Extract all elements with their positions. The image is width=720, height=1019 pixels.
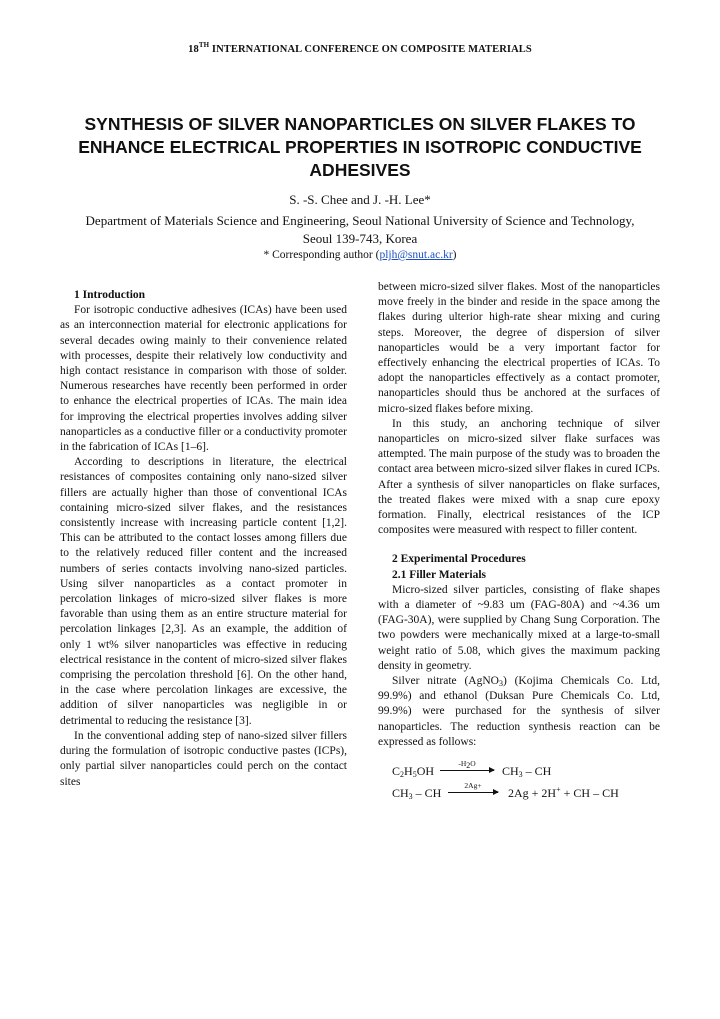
- corresponding-suffix: ): [452, 249, 457, 261]
- equation-2-reactant: $CH_3$ – CH: [392, 786, 442, 802]
- equation-2: [378, 782, 660, 804]
- left-column: [60, 288, 347, 790]
- paragraph-silver-nitrate: Silver nitrate (AgNO$_3$) (Kojima Chemicals Co. Ltd, 99.9%) and ethanol (Duksan Pure Chemicals Co. Ltd, 99.9%) were purchased for the synthesis of silver nanoparticles. The reduction synthesis reaction can be expressed as follows:: [378, 675, 660, 748]
- paragraph: Micro-sized silver particles, consisting of flake shapes with a diameter of ~9.83 um (FAG-80A) and ~4.36 um (FAG-30A), were supplied by Chang Sung Corporation. The two powders were mechanically mixed at a large-to-small weight ratio of 5.08, which gives the maximum packing density in geometry.: [378, 583, 660, 672]
- equation-1-reactant: $C_2H_5OH$: [392, 764, 435, 780]
- equation-2-condition: 2Ag+: [464, 781, 482, 791]
- corresponding-prefix: * Corresponding author (: [263, 249, 380, 261]
- corresponding-author: [0, 249, 720, 261]
- section-title-experimental: 2 Experimental Procedures: [392, 553, 526, 566]
- right-column: [378, 280, 660, 804]
- section-title-introduction: 1 Introduction: [74, 289, 146, 301]
- reaction-arrow-icon: [440, 770, 494, 771]
- header-superscript: TH: [198, 41, 210, 49]
- equation-1-condition: $-H_2O$: [458, 759, 476, 771]
- subsection-title-filler-materials: 2.1 Filler Materials: [392, 568, 486, 581]
- authors: S. -S. Chee and J. -H. Lee*: [289, 192, 431, 207]
- equation-2-product: 2Ag + 2H+ + CH – CH: [508, 785, 619, 801]
- author-email-link[interactable]: pljh@snut.ac.kr: [379, 249, 453, 261]
- paper-title: SYNTHESIS OF SILVER NANOPARTICLES ON SILVER FLAKES TO ENHANCE ELECTRICAL PROPERTIES IN ISOTROPIC CONDUCTIVE ADHESIVES: [78, 114, 642, 180]
- equation-1-product: $CH_3$ – CH: [502, 764, 552, 780]
- paragraph: between micro-sized silver flakes. Most of the nanoparticles move freely in the binder and reside in the space among the flakes during ulterior high-rate shear mixing and curing steps. Moreover, the degree of dispersion of silver nanoparticles would be a very important factor for effectively enhancing the electrical properties of ICAs. To adopt the nanoparticles effectively as a contact promoter, nanoparticles should thus be anchored at the surfaces of micro-sized flakes before mixing.: [378, 281, 660, 415]
- paragraph: In the conventional adding step of nano-sized silver fillers during the formulation of isotropic conductive pastes (ICPs), only partial silver nanoparticles could perch on the contact sites: [60, 729, 347, 788]
- header-text: INTERNATIONAL CONFERENCE ON COMPOSITE MATERIALS: [209, 44, 532, 55]
- header-number: 18: [188, 44, 199, 55]
- affiliation: Department of Materials Science and Engineering, Seoul National University of Science and Technology, Seoul 139-743, Korea: [85, 213, 635, 246]
- conference-header: [0, 41, 720, 55]
- equation-1: [378, 760, 660, 782]
- paragraph: In this study, an anchoring technique of silver nanoparticles on micro-sized silver flake surfaces was attempted. The main purpose of the study was to broaden the contact area between micro-sized silver flakes in cured ICPs. After a synthesis of silver nanoparticles on flake surfaces, the treated flakes were mixed with a snap cure epoxy formation. Finally, electrical resistances of the ICP composites were measured with respect to filler content.: [378, 417, 660, 537]
- paragraph: For isotropic conductive adhesives (ICAs) have been used as an interconnection material for electronic applications for several decades owing mainly to their convenience related with processes, despite their relatively low conductivity and high contact resistance in comparison with those of solder. Numerous researches have recently been performed in order to enhance the electrical properties of ICAs. The main idea for improving the electrical properties involves adding silver nanoparticles as a conductive filler or a conductivity promoter in the fabrication of ICAs [1–6].: [60, 304, 347, 454]
- reaction-arrow-icon: [448, 792, 498, 793]
- paragraph: According to descriptions in literature, the electrical resistances of composites containing only nano-sized silver fillers are actually higher than those of conventional ICAs containing micro-sized silver flakes, and the resistances consistently increase with increasing particle content [1,2]. This can be attributed to the contact losses among fillers due to the relatively reduced filler content and the increased numbers of series contacts involving nano-sized particles. Using silver nanoparticles as a contact promoter in percolation linkages of micro-sized silver flakes is more favorable than using them as an entire structure material for percolation linkages [2,3]. As an example, the addition of only 1 wt% silver nanoparticles was effective in reducing electrical resistance in the content of micro-sized silver flakes comprising the percolation threshold [6]. On the other hand, in the case where percolation linkages are excessive, the addition of silver nanoparticles was negligible in or detrimental to reducing the resistance [3].: [60, 456, 347, 727]
